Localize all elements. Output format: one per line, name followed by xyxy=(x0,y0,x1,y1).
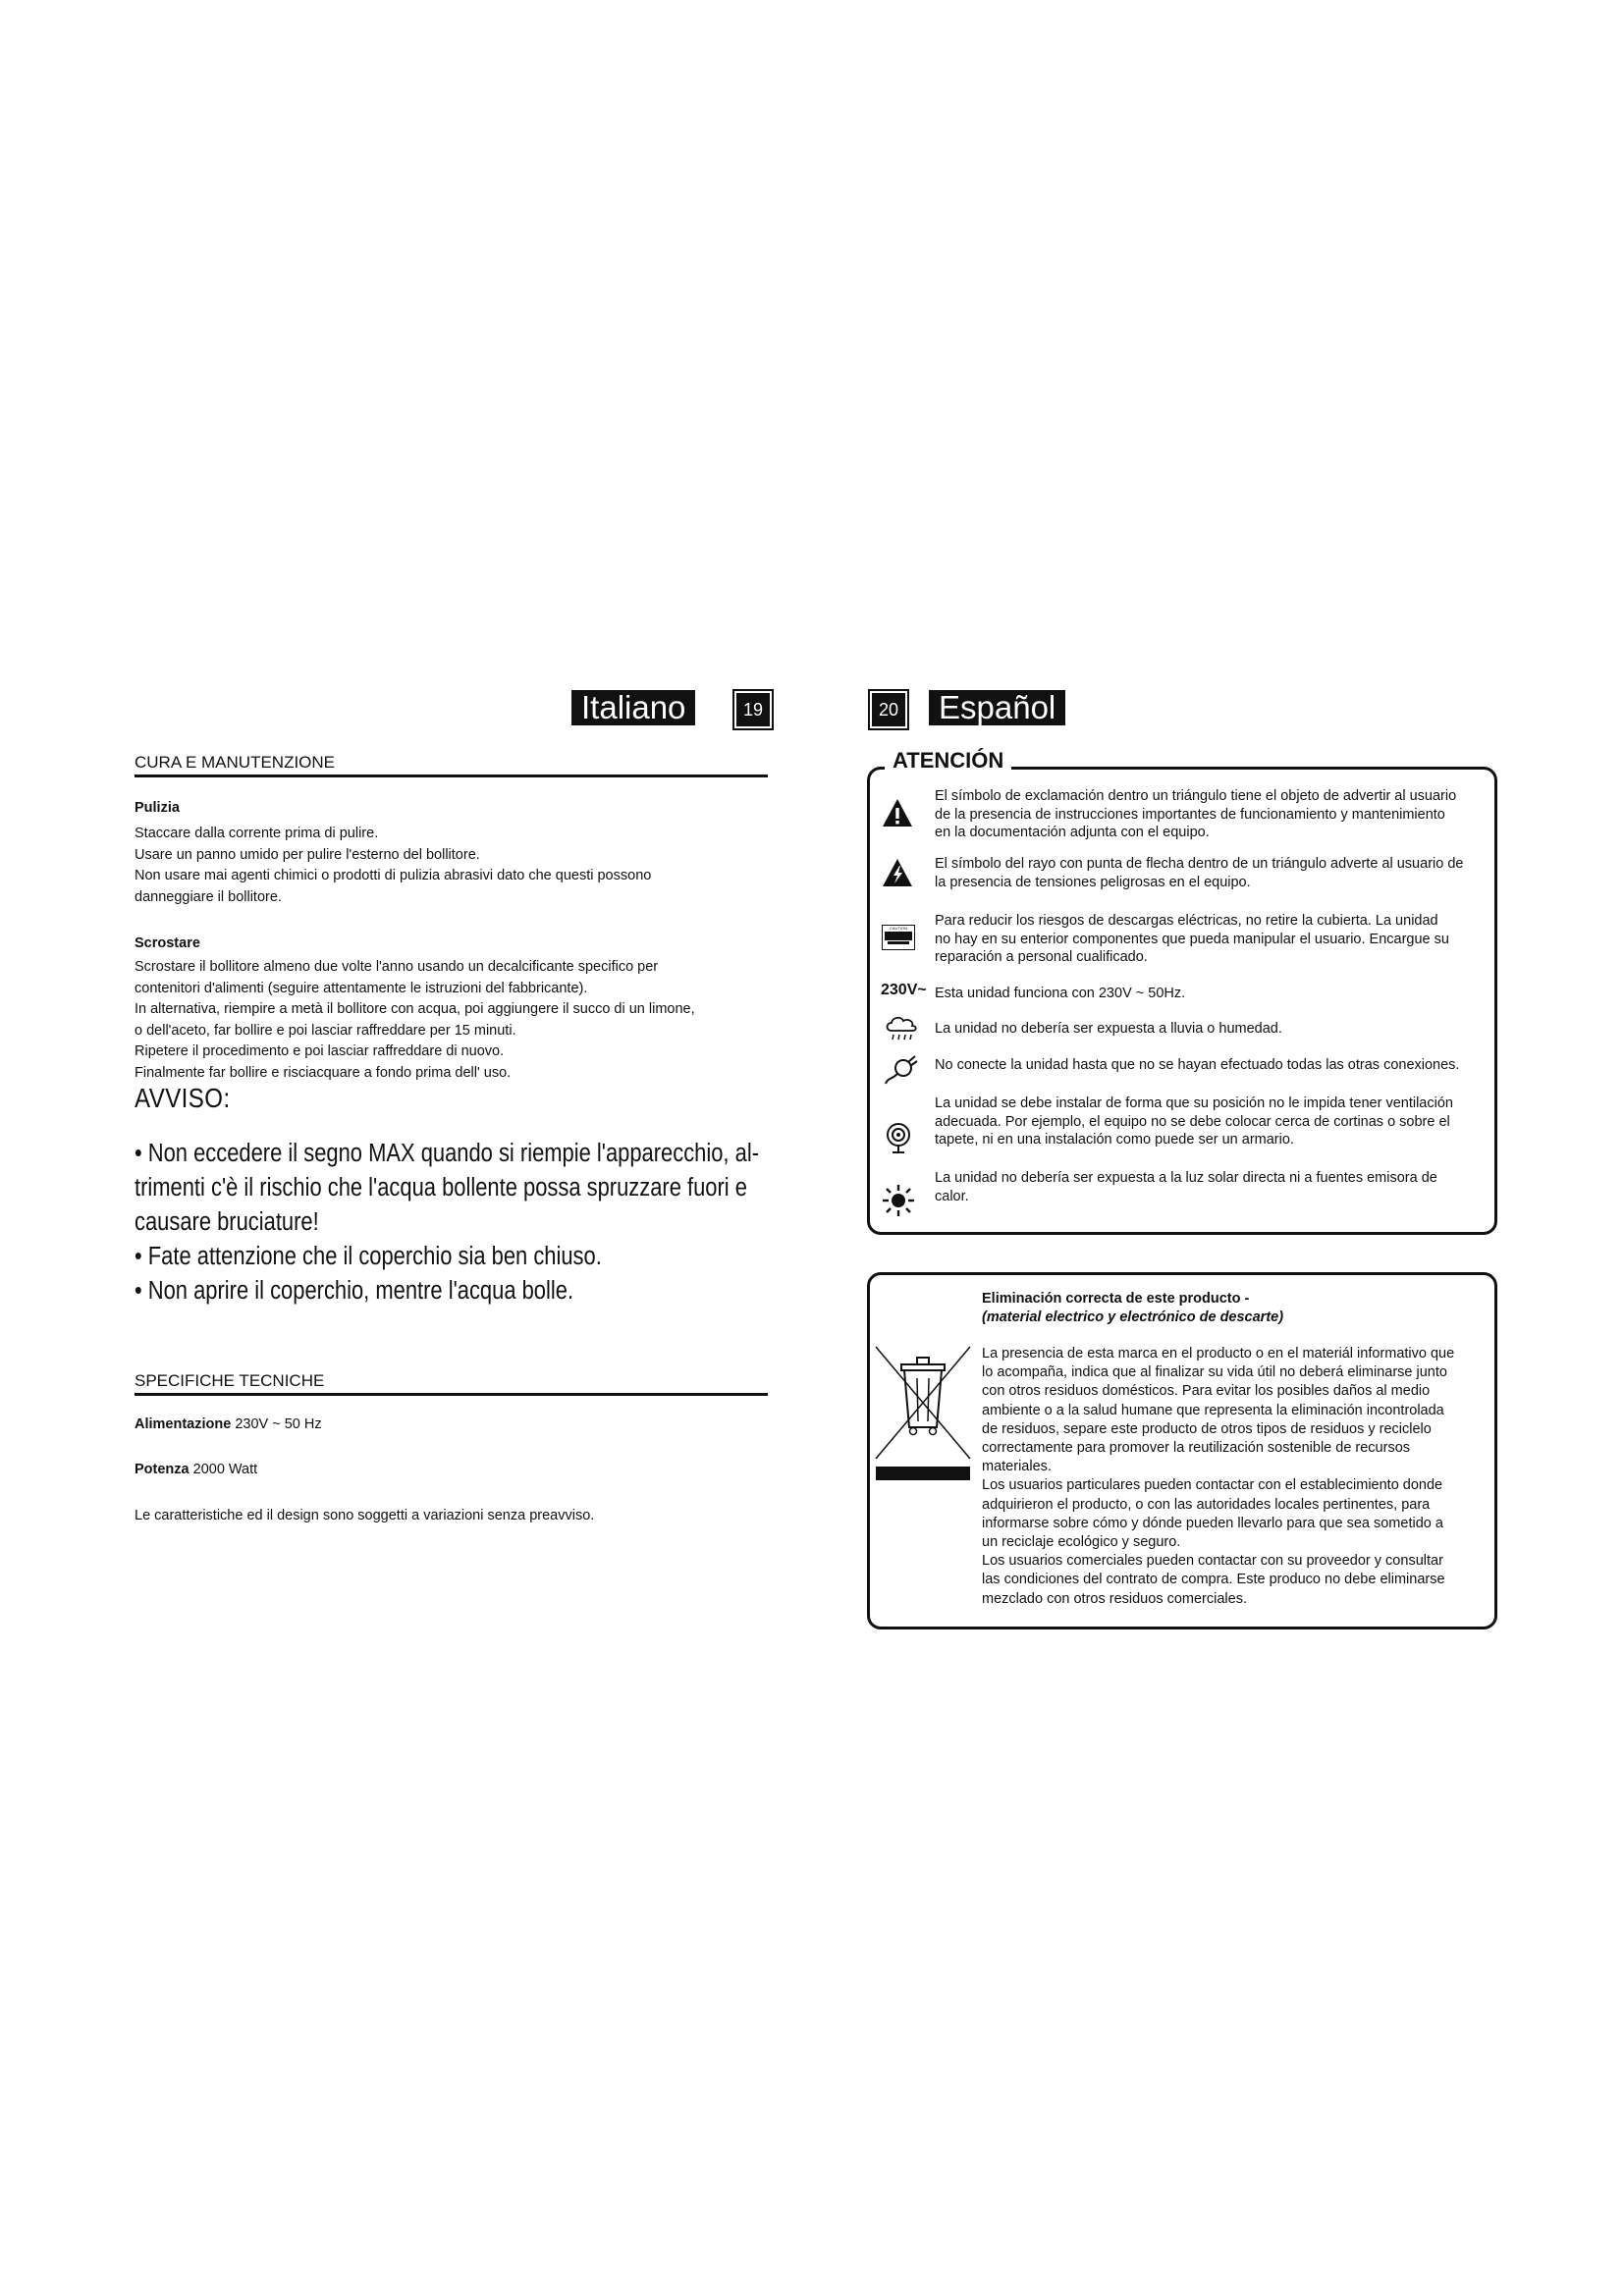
weee-line: La presencia de esta marca en el producto o en el materiál informativo que xyxy=(982,1346,1455,1362)
atencion-row-sun xyxy=(935,1169,1504,1205)
atencion-row-lightning xyxy=(935,855,1504,891)
exclamation-triangle-icon xyxy=(882,797,913,828)
avviso-heading: AVVISO: xyxy=(135,1083,231,1113)
atencion-line: de la presencia de instrucciones importantes de funcionamiento y mantenimiento xyxy=(935,806,1445,823)
avviso-text xyxy=(135,1137,777,1308)
atencion-row-exclamation xyxy=(935,787,1504,842)
potenza-label: Potenza xyxy=(135,1462,189,1477)
caution-label-text: CAUTION xyxy=(890,926,907,931)
atencion-line: calor. xyxy=(935,1188,969,1204)
pulizia-line: Non usare mai agenti chimici o prodotti di pulizia abrasivi dato che questi possono xyxy=(135,868,652,883)
atencion-line: La unidad se debe instalar de forma que su posición no le impida tener ventilación xyxy=(935,1095,1453,1111)
atencion-line: no hay en su enterior componentes que pueda manipular el usuario. Encargue su xyxy=(935,931,1449,947)
potenza-row xyxy=(135,1462,257,1477)
ventilation-icon xyxy=(884,1121,913,1154)
plug-icon xyxy=(884,1054,919,1086)
scrostare-line: Scrostare il bollitore almeno due volte l'anno usando un decalcificante specifico per xyxy=(135,959,659,975)
potenza-value: 2000 Watt xyxy=(192,1462,258,1477)
pulizia-line: Staccare dalla corrente prima di pulire. xyxy=(135,826,379,841)
weee-line: Los usuarios particulares pueden contactar con el establecimiento donde xyxy=(982,1477,1443,1494)
alimentazione-row xyxy=(135,1416,322,1432)
atencion-row-caution xyxy=(935,912,1504,967)
atencion-line: tapete, ni en una instalación como puede ser un armario. xyxy=(935,1132,1294,1148)
weee-line: las condiciones del contrato de compra. Este produco no debe eliminarse xyxy=(982,1572,1445,1588)
pulizia-line: Usare un panno umido per pulire l'esterno del bollitore. xyxy=(135,846,480,863)
alimentazione-label: Alimentazione xyxy=(135,1416,232,1432)
atencion-line: La unidad no debería ser expuesta a lluvia o humedad. xyxy=(935,1021,1282,1037)
weee-subtitle: (material electrico y electrónico de descarte) xyxy=(982,1309,1284,1325)
avviso-line: • Non aprire il coperchio, mentre l'acqua bolle. xyxy=(135,1277,574,1305)
pulizia-line: danneggiare il bollitore. xyxy=(135,888,282,905)
lightning-triangle-icon xyxy=(882,857,913,888)
caution-label-icon xyxy=(882,925,915,950)
atencion-line: en la documentación adjunta con el equipo. xyxy=(935,825,1210,840)
atencion-row-rain xyxy=(935,1020,1504,1039)
atencion-row-plug xyxy=(935,1056,1504,1075)
scrostare-text xyxy=(135,957,768,1084)
avviso-line: trimenti c'è il rischio che l'acqua bollente possa spruzzare fuori e xyxy=(135,1174,747,1201)
weee-line: mezclado con otros residuos comerciales. xyxy=(982,1590,1247,1607)
pulizia-text xyxy=(135,824,768,908)
scrostare-heading: Scrostare xyxy=(135,935,200,951)
pulizia-heading: Pulizia xyxy=(135,800,180,816)
sun-icon xyxy=(882,1184,915,1217)
weee-line: un reciclaje ecológico y seguro. xyxy=(982,1534,1181,1551)
weee-title: Eliminación correcta de este producto - xyxy=(982,1291,1250,1307)
weee-line: de residuos, separe este producto de otros tipos de residuos y reciclelo xyxy=(982,1420,1432,1437)
atencion-line: Para reducir los riesgos de descargas eléctricas, no retire la cubierta. La unidad xyxy=(935,913,1438,929)
avviso-line: causare bruciature! xyxy=(135,1208,319,1236)
crossed-bin-icon xyxy=(874,1343,972,1480)
page-number-20: 20 xyxy=(870,691,907,728)
atencion-row-ventilation xyxy=(935,1095,1504,1149)
atencion-row-voltage xyxy=(935,985,1504,1003)
design-note: Le caratteristiche ed il design sono soggetti a variazioni senza preavviso. xyxy=(135,1508,595,1523)
italiano-language-tag: Italiano xyxy=(571,690,695,725)
scrostare-line: Ripetere il procedimento e poi lasciar raffreddare di nuovo. xyxy=(135,1043,505,1059)
atencion-heading: ATENCIÓN xyxy=(885,748,1011,774)
avviso-line: • Fate attenzione che il coperchio sia ben chiuso. xyxy=(135,1243,602,1270)
atencion-line: Esta unidad funciona con 230V ~ 50Hz. xyxy=(935,986,1186,1001)
atencion-line: reparación a personal cualificado. xyxy=(935,949,1148,965)
weee-line: correctamente para promover la reutilización sostenible de recursos xyxy=(982,1440,1411,1457)
weee-line: materiales. xyxy=(982,1459,1052,1475)
specifiche-tecniche-heading: SPECIFICHE TECNICHE xyxy=(135,1371,768,1396)
page-number-19: 19 xyxy=(734,691,772,728)
scrostare-line: o dell'aceto, far bollire e poi lasciar raffreddare per 15 minuti. xyxy=(135,1022,516,1039)
atencion-line: La unidad no debería ser expuesta a la luz solar directa ni a fuentes emisora de xyxy=(935,1170,1437,1186)
cura-manutenzione-heading: CURA E MANUTENZIONE xyxy=(135,753,768,777)
atencion-line: El símbolo del rayo con punta de flecha dentro de un triángulo adverte al usuario de xyxy=(935,856,1464,872)
atencion-line: El símbolo de exclamación dentro un triángulo tiene el objeto de advertir al usuario xyxy=(935,788,1457,804)
atencion-line: la presencia de tensiones peligrosas en el equipo. xyxy=(935,874,1251,890)
voltage-label: 230V~ xyxy=(881,982,927,998)
weee-line: adquirieron el producto, o con las autoridades locales pertinentes, para xyxy=(982,1496,1431,1513)
weee-text xyxy=(982,1345,1492,1609)
weee-line: con otros residuos domésticos. Para evitar los posibles daños al medio xyxy=(982,1383,1431,1400)
atencion-line: No conecte la unidad hasta que no se hayan efectuado todas las otras conexiones. xyxy=(935,1057,1460,1073)
weee-heading xyxy=(982,1290,1283,1327)
avviso-line: • Non eccedere il segno MAX quando si riempie l'apparecchio, al- xyxy=(135,1140,759,1167)
weee-line: lo acompaña, indica que al finalizar su vida útil no deberá eliminarse junto xyxy=(982,1364,1447,1381)
espanol-language-tag: Español xyxy=(929,690,1065,725)
scrostare-line: In alternativa, riempire a metà il bollitore con acqua, poi aggiungere il succo di un limone, xyxy=(135,1001,695,1017)
weee-line: Los usuarios comerciales pueden contactar con su proveedor y consultar xyxy=(982,1553,1443,1570)
scrostare-line: contenitori d'alimenti (seguire attentamente le istruzioni del fabbricante). xyxy=(135,980,588,996)
rain-cloud-icon xyxy=(884,1014,919,1043)
weee-line: ambiente o a la salud humane que representa la eliminación incontrolada xyxy=(982,1402,1444,1418)
alimentazione-value: 230V ~ 50 Hz xyxy=(235,1416,322,1432)
atencion-line: adecuada. Por ejemplo, el equipo no se debe colocar cerca de cortinas o sobre el xyxy=(935,1113,1450,1130)
scrostare-line: Finalmente far bollire e risciacquare a fondo prima dell' uso. xyxy=(135,1064,512,1081)
weee-line: informarse sobre cómo y dónde pueden llevarlo para que sea sometido a xyxy=(982,1515,1443,1531)
